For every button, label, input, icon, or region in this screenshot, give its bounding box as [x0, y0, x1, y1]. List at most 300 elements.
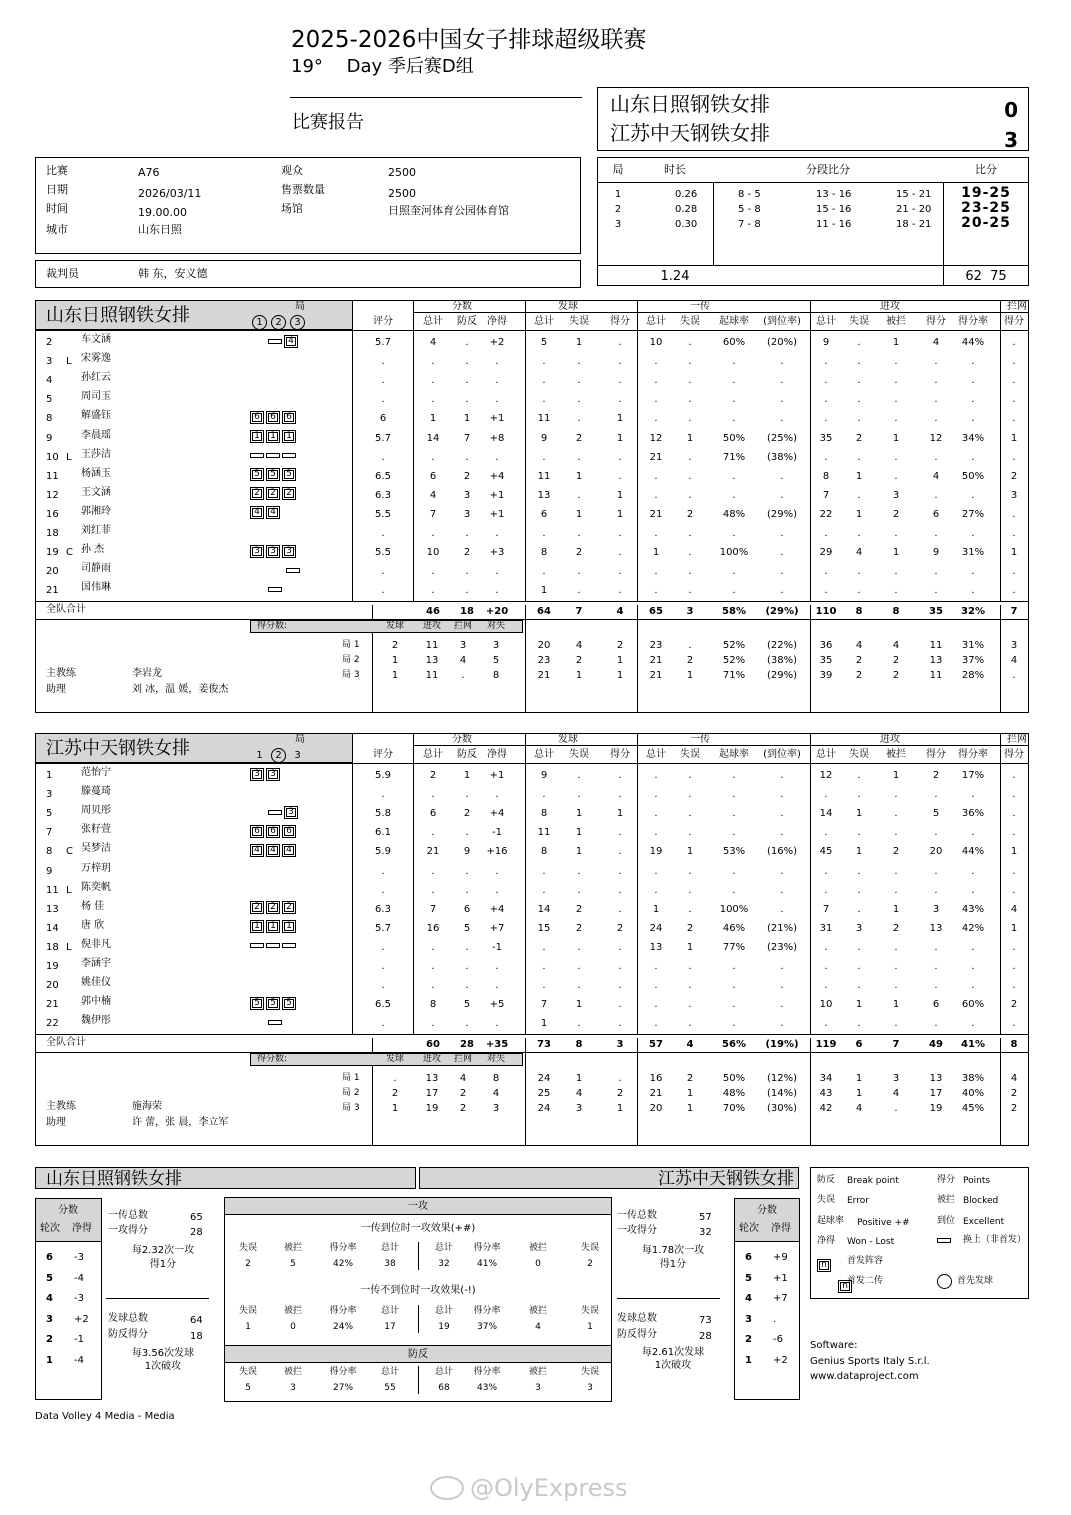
stat-cell: . — [688, 413, 692, 425]
total-cell: (29%) — [765, 606, 799, 618]
stat-cell: . — [431, 375, 435, 387]
fa-col-header: 总计 — [434, 1243, 454, 1253]
stat-cell: . — [780, 999, 784, 1011]
first-serve-icon — [937, 1274, 952, 1289]
col-header: 总计 — [816, 316, 836, 327]
stat-cell: . — [465, 528, 469, 539]
stat-cell: . — [381, 451, 385, 463]
player-row[interactable] — [35, 408, 1029, 427]
stat-cell: 7 — [463, 432, 471, 444]
set-stat-cell: 4 — [575, 1088, 583, 1100]
stat-cell: 8 — [540, 846, 548, 858]
stat-cell: . — [688, 999, 692, 1011]
stat-cell: . — [542, 394, 546, 406]
rotation-number: 6 — [745, 1252, 752, 1263]
player-row[interactable] — [35, 561, 1029, 580]
start-position: 5 — [266, 997, 280, 1010]
set-stat-cell: 1 — [616, 1103, 624, 1115]
assistant-names: 刘 冰，温 媛，姜俊杰 — [132, 684, 229, 696]
stat-cell: +1 — [489, 770, 505, 781]
stat-cell: 2 — [855, 432, 863, 444]
stat-cell: . — [971, 789, 975, 801]
stat-cell: . — [824, 961, 828, 972]
stat-cell: . — [431, 528, 435, 539]
points-cell: 5 — [492, 655, 500, 667]
sets-table — [597, 157, 1029, 286]
stat-cell: . — [934, 884, 938, 896]
 — [35, 1052, 1029, 1053]
stat-cell: . — [688, 585, 692, 597]
stat-cell: . — [971, 489, 975, 501]
stat-cell: . — [542, 884, 546, 896]
set-stat-cell: 40% — [961, 1088, 985, 1100]
fa-col-header: 失误 — [238, 1306, 258, 1316]
stat-cell: 71% — [722, 451, 746, 463]
stat-cell: 2 — [686, 922, 694, 934]
set-stat-cell: 2 — [855, 670, 863, 682]
summary-team-a — [35, 1167, 416, 1189]
player-row[interactable] — [35, 447, 1029, 466]
player-row[interactable] — [35, 841, 1029, 860]
total-cell: 60 — [426, 1039, 440, 1051]
set-stat-cell: 45% — [961, 1103, 985, 1115]
player-number: 19 — [46, 961, 59, 972]
match-time: 19.00.00 — [138, 206, 187, 219]
player-name: 周司玉 — [81, 391, 111, 403]
stat-cell: . — [618, 585, 622, 597]
stat-cell: 5 — [463, 999, 471, 1011]
stat-cell: . — [618, 451, 622, 463]
group-header: 一传 — [690, 301, 710, 312]
stat-cell: . — [732, 566, 736, 578]
stat-cell: . — [780, 903, 784, 915]
substitute-icon — [266, 943, 280, 948]
start-position: 4 — [250, 506, 264, 519]
player-lineup — [250, 977, 304, 990]
stat-cell: 3 — [892, 489, 900, 501]
stat-cell: . — [431, 941, 435, 953]
stat-cell: . — [824, 789, 828, 801]
points-cell: 2 — [459, 1088, 467, 1100]
stat-cell: 20 — [929, 846, 943, 858]
set-stat-cell: 2 — [686, 655, 694, 667]
start-position: 4 — [284, 335, 298, 348]
player-number: 16 — [46, 508, 59, 520]
player-row[interactable] — [35, 485, 1029, 504]
player-role: C — [66, 547, 73, 559]
rotation-net: -1 — [74, 1334, 84, 1345]
fa-col-header: 得分率 — [329, 1243, 357, 1253]
software-url: www.dataproject.com — [810, 1371, 919, 1382]
set-stat-cell: 38% — [961, 1073, 985, 1085]
stat-cell: . — [465, 585, 469, 597]
stat-cell: . — [894, 980, 898, 992]
weibo-logo-icon — [430, 1476, 464, 1500]
set-stat-cell: 11 — [929, 640, 943, 652]
stat-cell: . — [857, 337, 861, 348]
total-cell: 8 — [892, 606, 900, 618]
player-row[interactable] — [35, 899, 1029, 918]
reception-total: 57 — [699, 1212, 712, 1223]
stat-cell: 5.5 — [375, 508, 391, 520]
points-cell: 8 — [492, 1073, 500, 1085]
player-row[interactable] — [35, 918, 1029, 937]
stat-cell: 1 — [892, 547, 900, 559]
stat-cell: . — [824, 941, 828, 953]
stat-cell: . — [824, 884, 828, 896]
stat-cell: . — [465, 451, 469, 463]
fa-col-header: 得分率 — [473, 1243, 501, 1253]
stat-cell: 4 — [429, 489, 437, 501]
player-row[interactable] — [35, 332, 1029, 351]
stat-cell: 2 — [892, 508, 900, 520]
team-name: 江苏中天钢铁女排 — [46, 738, 190, 759]
stat-cell: 14 — [819, 808, 833, 820]
col-header: 失误 — [680, 749, 700, 760]
info-label: 售票数量 — [281, 183, 325, 196]
player-row[interactable] — [35, 580, 1029, 599]
stat-cell: (23%) — [766, 941, 798, 953]
stat-cell: 6 — [463, 903, 471, 915]
player-row[interactable] — [35, 937, 1029, 956]
col-header: 得分 — [926, 316, 946, 327]
player-row[interactable] — [35, 466, 1029, 485]
stat-cell: . — [894, 413, 898, 425]
stat-cell: . — [495, 961, 499, 972]
stat-cell: 5.7 — [375, 337, 391, 348]
fa-col-header: 被拦 — [283, 1243, 303, 1253]
stat-cell: . — [857, 394, 861, 406]
total-cell: 6 — [855, 1039, 863, 1051]
player-row[interactable] — [35, 880, 1029, 899]
set-stat-cell: 70% — [722, 1103, 746, 1115]
stat-cell: . — [618, 356, 622, 368]
start-position: 4 — [282, 844, 296, 857]
player-row[interactable] — [35, 428, 1029, 447]
set-stat-cell: 71% — [722, 670, 746, 682]
stat-cell: 1 — [575, 470, 583, 482]
set-stat-cell: 4 — [1010, 655, 1018, 667]
stat-cell: 1 — [686, 846, 694, 858]
stat-cell: . — [971, 528, 975, 539]
player-lineup — [250, 843, 298, 857]
set-label: 局 3 — [342, 670, 360, 681]
player-row[interactable] — [35, 1013, 1029, 1032]
stat-cell: 1 — [1010, 432, 1018, 444]
start-position: 2 — [282, 901, 296, 914]
set-stat-cell: 1 — [686, 1103, 694, 1115]
stat-cell: . — [857, 413, 861, 425]
set-stat-cell: 23 — [537, 655, 551, 667]
stat-cell: . — [542, 566, 546, 578]
stat-cell: . — [1012, 1018, 1016, 1030]
stat-cell: 14 — [537, 903, 551, 915]
stat-cell: . — [654, 356, 658, 368]
stat-cell: . — [577, 770, 581, 781]
referee-label: 裁判员 — [46, 267, 79, 280]
set-stat-cell: 4 — [892, 640, 900, 652]
stat-cell: . — [688, 808, 692, 820]
stat-cell: . — [894, 941, 898, 953]
stat-cell: 31 — [819, 922, 833, 934]
player-row[interactable] — [35, 994, 1029, 1013]
stat-cell: 1 — [686, 941, 694, 953]
stat-cell: . — [780, 884, 784, 896]
assistant-names: 许 蕾，张 晨，李立军 — [132, 1117, 229, 1129]
total-cell: 18 — [460, 606, 474, 618]
stat-cell: . — [381, 865, 385, 877]
legend-value: Positive +# — [857, 1218, 910, 1228]
stat-cell: . — [654, 884, 658, 896]
substitute-icon — [286, 568, 300, 573]
stat-cell: . — [688, 566, 692, 578]
stat-cell: 11 — [537, 470, 551, 482]
player-role: L — [66, 941, 72, 953]
stat-cell: . — [688, 451, 692, 463]
stat-cell: 3 — [463, 508, 471, 520]
player-lineup — [250, 468, 298, 482]
stat-cell: . — [618, 961, 622, 972]
stat-cell: . — [577, 1018, 581, 1030]
player-lineup — [250, 487, 298, 501]
points-col: 对失 — [486, 621, 506, 632]
stat-cell: 5 — [463, 922, 471, 934]
stat-cell: 1 — [892, 432, 900, 444]
set-stat-cell: 4 — [855, 640, 863, 652]
stat-cell: . — [688, 865, 692, 877]
stat-cell: . — [971, 394, 975, 406]
stat-cell: 1 — [855, 470, 863, 482]
group-header: 拦网 — [1007, 301, 1027, 312]
team-a-name: 山东日照钢铁女排 — [610, 92, 770, 116]
start-position: 1 — [282, 430, 296, 443]
stat-cell: 4 — [1010, 903, 1018, 915]
total-cell: 56% — [722, 1039, 746, 1051]
player-name: 李晨瑶 — [81, 429, 111, 441]
stat-cell: . — [780, 413, 784, 425]
stat-cell: 2 — [1010, 470, 1018, 482]
stat-cell: . — [894, 1018, 898, 1030]
stat-cell: . — [780, 980, 784, 992]
starting-lineup-icon: n — [817, 1259, 831, 1272]
points-cell: 4 — [459, 1073, 467, 1085]
fa-col-header: 被拦 — [528, 1243, 548, 1253]
stat-cell: . — [894, 451, 898, 463]
rotation-number: 1 — [46, 1354, 53, 1366]
stat-cell: 9 — [822, 337, 830, 348]
 — [1000, 1038, 1001, 1146]
reception-total-label: 一传总数 — [108, 1210, 148, 1221]
total-cell: 8 — [855, 606, 863, 618]
col-header: 得分 — [1004, 749, 1024, 760]
player-lineup — [250, 805, 300, 819]
stat-cell: 8 — [822, 470, 830, 482]
stat-cell: . — [381, 375, 385, 387]
rotation-number: 4 — [46, 1293, 53, 1304]
player-row[interactable] — [35, 784, 1029, 803]
stat-cell: . — [688, 903, 692, 915]
stat-cell: . — [780, 961, 784, 972]
player-lineup — [250, 506, 300, 520]
start-position: 3 — [250, 545, 264, 558]
legend-key: 失误 — [817, 1195, 836, 1205]
stat-cell: . — [857, 903, 861, 915]
player-row[interactable] — [35, 504, 1029, 523]
info-label: 日期 — [46, 183, 68, 196]
stat-cell: +16 — [486, 846, 508, 858]
stat-cell: 5.7 — [375, 922, 391, 934]
stat-cell: . — [542, 941, 546, 953]
set-stat-cell: 1 — [855, 1073, 863, 1085]
stat-cell: 10 — [819, 999, 833, 1011]
stat-cell: +1 — [489, 489, 505, 501]
stat-cell: . — [495, 375, 499, 387]
stat-cell: . — [934, 528, 938, 539]
stat-cell: . — [1012, 394, 1016, 406]
coach-name: 施海荣 — [132, 1101, 162, 1113]
set-score: 19-25 — [961, 185, 1011, 201]
stat-cell: . — [381, 394, 385, 406]
round-subtitle: 19° Day 季后赛D组 — [291, 56, 474, 77]
stat-cell: 1 — [616, 413, 624, 425]
player-role: L — [66, 884, 72, 896]
stat-cell: 1 — [575, 846, 583, 858]
player-name: 郭中楠 — [81, 996, 111, 1008]
 — [637, 1038, 638, 1146]
stat-cell: . — [894, 961, 898, 972]
player-row[interactable] — [35, 956, 1029, 975]
total-cell: 65 — [649, 606, 663, 618]
stat-cell: . — [1012, 884, 1016, 896]
fa-col-header: 总计 — [380, 1243, 400, 1253]
reception-total-label: 一传总数 — [617, 1210, 657, 1221]
stat-cell: 50% — [961, 470, 985, 482]
col-header: 失误 — [680, 316, 700, 327]
fa-cell: 17 — [384, 1322, 396, 1332]
match-id: A76 — [138, 166, 160, 179]
stat-cell: 1 — [855, 846, 863, 858]
stat-cell: . — [934, 413, 938, 425]
fa-col-header: 失误 — [580, 1243, 600, 1253]
stat-cell: . — [618, 375, 622, 387]
first-attack-title: 一攻 — [408, 1201, 428, 1212]
stat-cell: . — [654, 1018, 658, 1030]
summary-team-a-name: 山东日照钢铁女排 — [46, 1169, 182, 1189]
 — [35, 619, 1029, 620]
legend-value: 首发二传 — [847, 1276, 884, 1286]
set-score: 23-25 — [961, 200, 1011, 216]
legend-key: 起球率 — [817, 1216, 845, 1226]
set-stat-cell: 1 — [686, 1088, 694, 1100]
player-row[interactable] — [35, 542, 1029, 561]
player-number: 21 — [46, 999, 59, 1011]
player-name: 国伟琳 — [81, 582, 111, 594]
stat-cell: 1 — [575, 827, 583, 839]
stat-cell: . — [465, 337, 469, 348]
player-name: 陈奕帆 — [81, 881, 111, 893]
stat-cell: . — [542, 980, 546, 992]
fa-col-header: 得分率 — [473, 1306, 501, 1316]
total-cell: +35 — [485, 1039, 509, 1051]
stat-cell: . — [577, 566, 581, 578]
fa-col-header: 总计 — [434, 1306, 454, 1316]
start-position: 2 — [250, 487, 264, 500]
start-position: 4 — [266, 506, 280, 519]
player-row[interactable] — [35, 803, 1029, 822]
rotation-net: -3 — [74, 1252, 84, 1263]
substitute-icon — [268, 339, 282, 344]
stat-cell: 1 — [855, 999, 863, 1011]
stat-cell: . — [934, 961, 938, 972]
player-lineup — [250, 544, 298, 558]
fa-cell: 0 — [535, 1259, 541, 1269]
set-stat-cell: (30%) — [766, 1103, 798, 1115]
stat-cell: . — [542, 789, 546, 801]
referee-names: 韩 东，安义德 — [138, 267, 208, 280]
points-cell: 4 — [492, 1088, 500, 1100]
stat-cell: . — [381, 980, 385, 992]
stat-cell: . — [495, 394, 499, 406]
stat-cell: . — [654, 999, 658, 1011]
points-cell: 1 — [391, 670, 399, 682]
stat-cell: . — [654, 789, 658, 801]
fa-col-header: 得分率 — [329, 1367, 357, 1377]
player-row[interactable] — [35, 523, 1029, 542]
 — [810, 1038, 811, 1146]
set-header-num: 2 — [271, 315, 286, 330]
set-stat-cell: 24 — [537, 1073, 551, 1085]
points-cell: 1 — [391, 1103, 399, 1115]
stat-cell: +7 — [489, 922, 505, 934]
stat-cell: . — [381, 566, 385, 578]
stat-cell: . — [618, 941, 622, 953]
stat-cell: 2 — [932, 770, 940, 781]
stat-cell: . — [824, 528, 828, 539]
player-row[interactable] — [35, 765, 1029, 784]
stat-cell: . — [857, 489, 861, 501]
set-stat-cell: 3 — [1010, 640, 1018, 652]
stat-cell: . — [688, 789, 692, 801]
total-cell: 8 — [1010, 1039, 1018, 1051]
player-row[interactable] — [35, 975, 1029, 994]
player-row[interactable] — [35, 861, 1029, 880]
stat-cell: . — [824, 566, 828, 578]
stat-cell: . — [780, 585, 784, 597]
stat-cell: . — [971, 827, 975, 839]
stat-cell: . — [431, 394, 435, 406]
legend-key: 净得 — [817, 1236, 836, 1246]
stat-cell: . — [577, 528, 581, 539]
player-row[interactable] — [35, 822, 1029, 841]
stat-cell: . — [894, 566, 898, 578]
stat-cell: 6 — [932, 508, 940, 520]
set-stat-cell: 20 — [649, 1103, 663, 1115]
fa-col-header: 总计 — [380, 1306, 400, 1316]
player-row[interactable] — [35, 370, 1029, 389]
stat-cell: . — [1012, 585, 1016, 597]
player-row[interactable] — [35, 389, 1029, 408]
stat-cell: 2 — [575, 922, 583, 934]
stat-cell: . — [857, 884, 861, 896]
set-label: 局 3 — [342, 1103, 360, 1114]
stat-cell: 12 — [649, 432, 663, 444]
player-role: L — [66, 356, 72, 368]
player-row[interactable] — [35, 351, 1029, 370]
stat-cell: . — [688, 470, 692, 482]
player-number: 4 — [46, 375, 53, 387]
breakpoint-label: 防反得分 — [108, 1329, 148, 1340]
set-header-num: 1 — [256, 750, 263, 761]
